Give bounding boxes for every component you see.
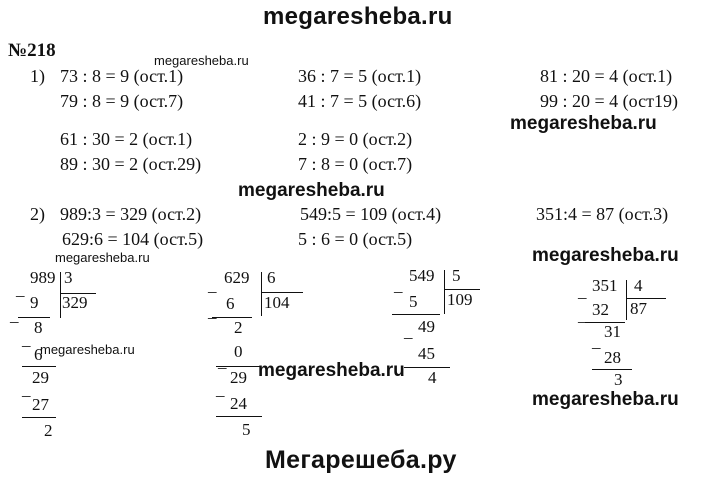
step: 8 <box>34 318 43 337</box>
watermark-small-3: megaresheba.ru <box>40 342 135 357</box>
part1-c-1: 81 : 20 = 4 (ост.1) <box>540 66 673 86</box>
part2-r2-1: 629:6 = 104 (ост.5) <box>62 229 204 249</box>
step: 9 <box>30 293 39 312</box>
step: 29 <box>230 368 247 387</box>
step: 6 <box>226 294 235 313</box>
part1-a-2: 79 : 8 = 9 (ост.7) <box>60 91 184 111</box>
minus-sign: _ <box>208 302 217 321</box>
watermark-small-2: megaresheba.ru <box>55 250 150 265</box>
part2-label: 2) <box>30 204 45 224</box>
part2-r2-2: 5 : 6 = 0 (ост.5) <box>298 229 413 249</box>
dividend: 351 <box>592 276 618 295</box>
minus-sign: _ <box>578 282 587 301</box>
minus-sign: _ <box>208 276 217 295</box>
minus-sign: _ <box>404 322 413 341</box>
quotient: 329 <box>62 293 88 312</box>
part1-c-2: 99 : 20 = 4 (ост19) <box>540 91 678 111</box>
part1-label: 1) <box>30 66 45 86</box>
part1-a-1: 73 : 8 = 9 (ост.1) <box>60 66 184 86</box>
part1-b-1: 36 : 7 = 5 (ост.1) <box>298 66 422 86</box>
dividend: 629 <box>224 268 250 287</box>
step: 3 <box>614 370 623 389</box>
part2-r1-3: 351:4 = 87 (ост.3) <box>536 204 669 224</box>
step: 5 <box>409 292 418 311</box>
part2-r1-1: 989:3 = 329 (ост.2) <box>60 204 202 224</box>
watermark-mid-3: megaresheba.ru <box>532 245 679 266</box>
part1-b-2: 41 : 7 = 5 (ост.6) <box>298 91 422 111</box>
part1-a-3: 61 : 30 = 2 (ост.1) <box>60 129 193 149</box>
quotient: 104 <box>264 293 290 312</box>
part2-r1-2: 549:5 = 109 (ост.4) <box>300 204 442 224</box>
watermark-mid-5: megaresheba.ru <box>532 389 679 410</box>
step: 32 <box>592 300 609 319</box>
watermark-mid-4: megaresheba.ru <box>258 360 405 381</box>
step: 2 <box>44 421 53 440</box>
watermark-mid-2: megaresheba.ru <box>238 180 385 201</box>
minus-sign: _ <box>22 380 31 399</box>
watermark-small-1: megaresheba.ru <box>154 53 249 68</box>
watermark-mid-1: megaresheba.ru <box>510 113 657 134</box>
step: 49 <box>418 317 435 336</box>
step: 29 <box>32 368 49 387</box>
watermark-bottom: Мегарешеба.ру <box>265 446 457 474</box>
divisor: 5 <box>452 266 461 285</box>
part1-b-3: 2 : 9 = 0 (ост.2) <box>298 129 413 149</box>
minus-sign: _ <box>218 352 227 371</box>
divisor: 4 <box>634 276 643 295</box>
step: 27 <box>32 395 49 414</box>
minus-sign: _ <box>10 306 19 325</box>
dividend: 989 <box>30 268 56 287</box>
minus-sign: _ <box>22 330 31 349</box>
step: 28 <box>604 348 621 367</box>
quotient: 87 <box>630 299 647 318</box>
divisor: 3 <box>64 268 73 287</box>
minus-sign: _ <box>394 276 403 295</box>
step: 4 <box>428 368 437 387</box>
step: 0 <box>234 342 243 361</box>
part1-b-4: 7 : 8 = 0 (ост.7) <box>298 154 413 174</box>
watermark-top: megaresheba.ru <box>263 3 453 30</box>
part1-a-4: 89 : 30 = 2 (ост.29) <box>60 154 202 174</box>
minus-sign: _ <box>216 380 225 399</box>
step: 5 <box>242 420 251 439</box>
step: 6 <box>34 345 43 364</box>
step: 45 <box>418 344 435 363</box>
step: 24 <box>230 394 247 413</box>
quotient: 109 <box>447 290 473 309</box>
dividend: 549 <box>409 266 435 285</box>
minus-sign: _ <box>578 306 587 325</box>
divisor: 6 <box>267 268 276 287</box>
problem-number: №218 <box>8 40 56 61</box>
step: 2 <box>234 318 243 337</box>
step: 31 <box>604 322 621 341</box>
minus-sign: _ <box>592 332 601 351</box>
minus-sign: _ <box>16 280 25 299</box>
